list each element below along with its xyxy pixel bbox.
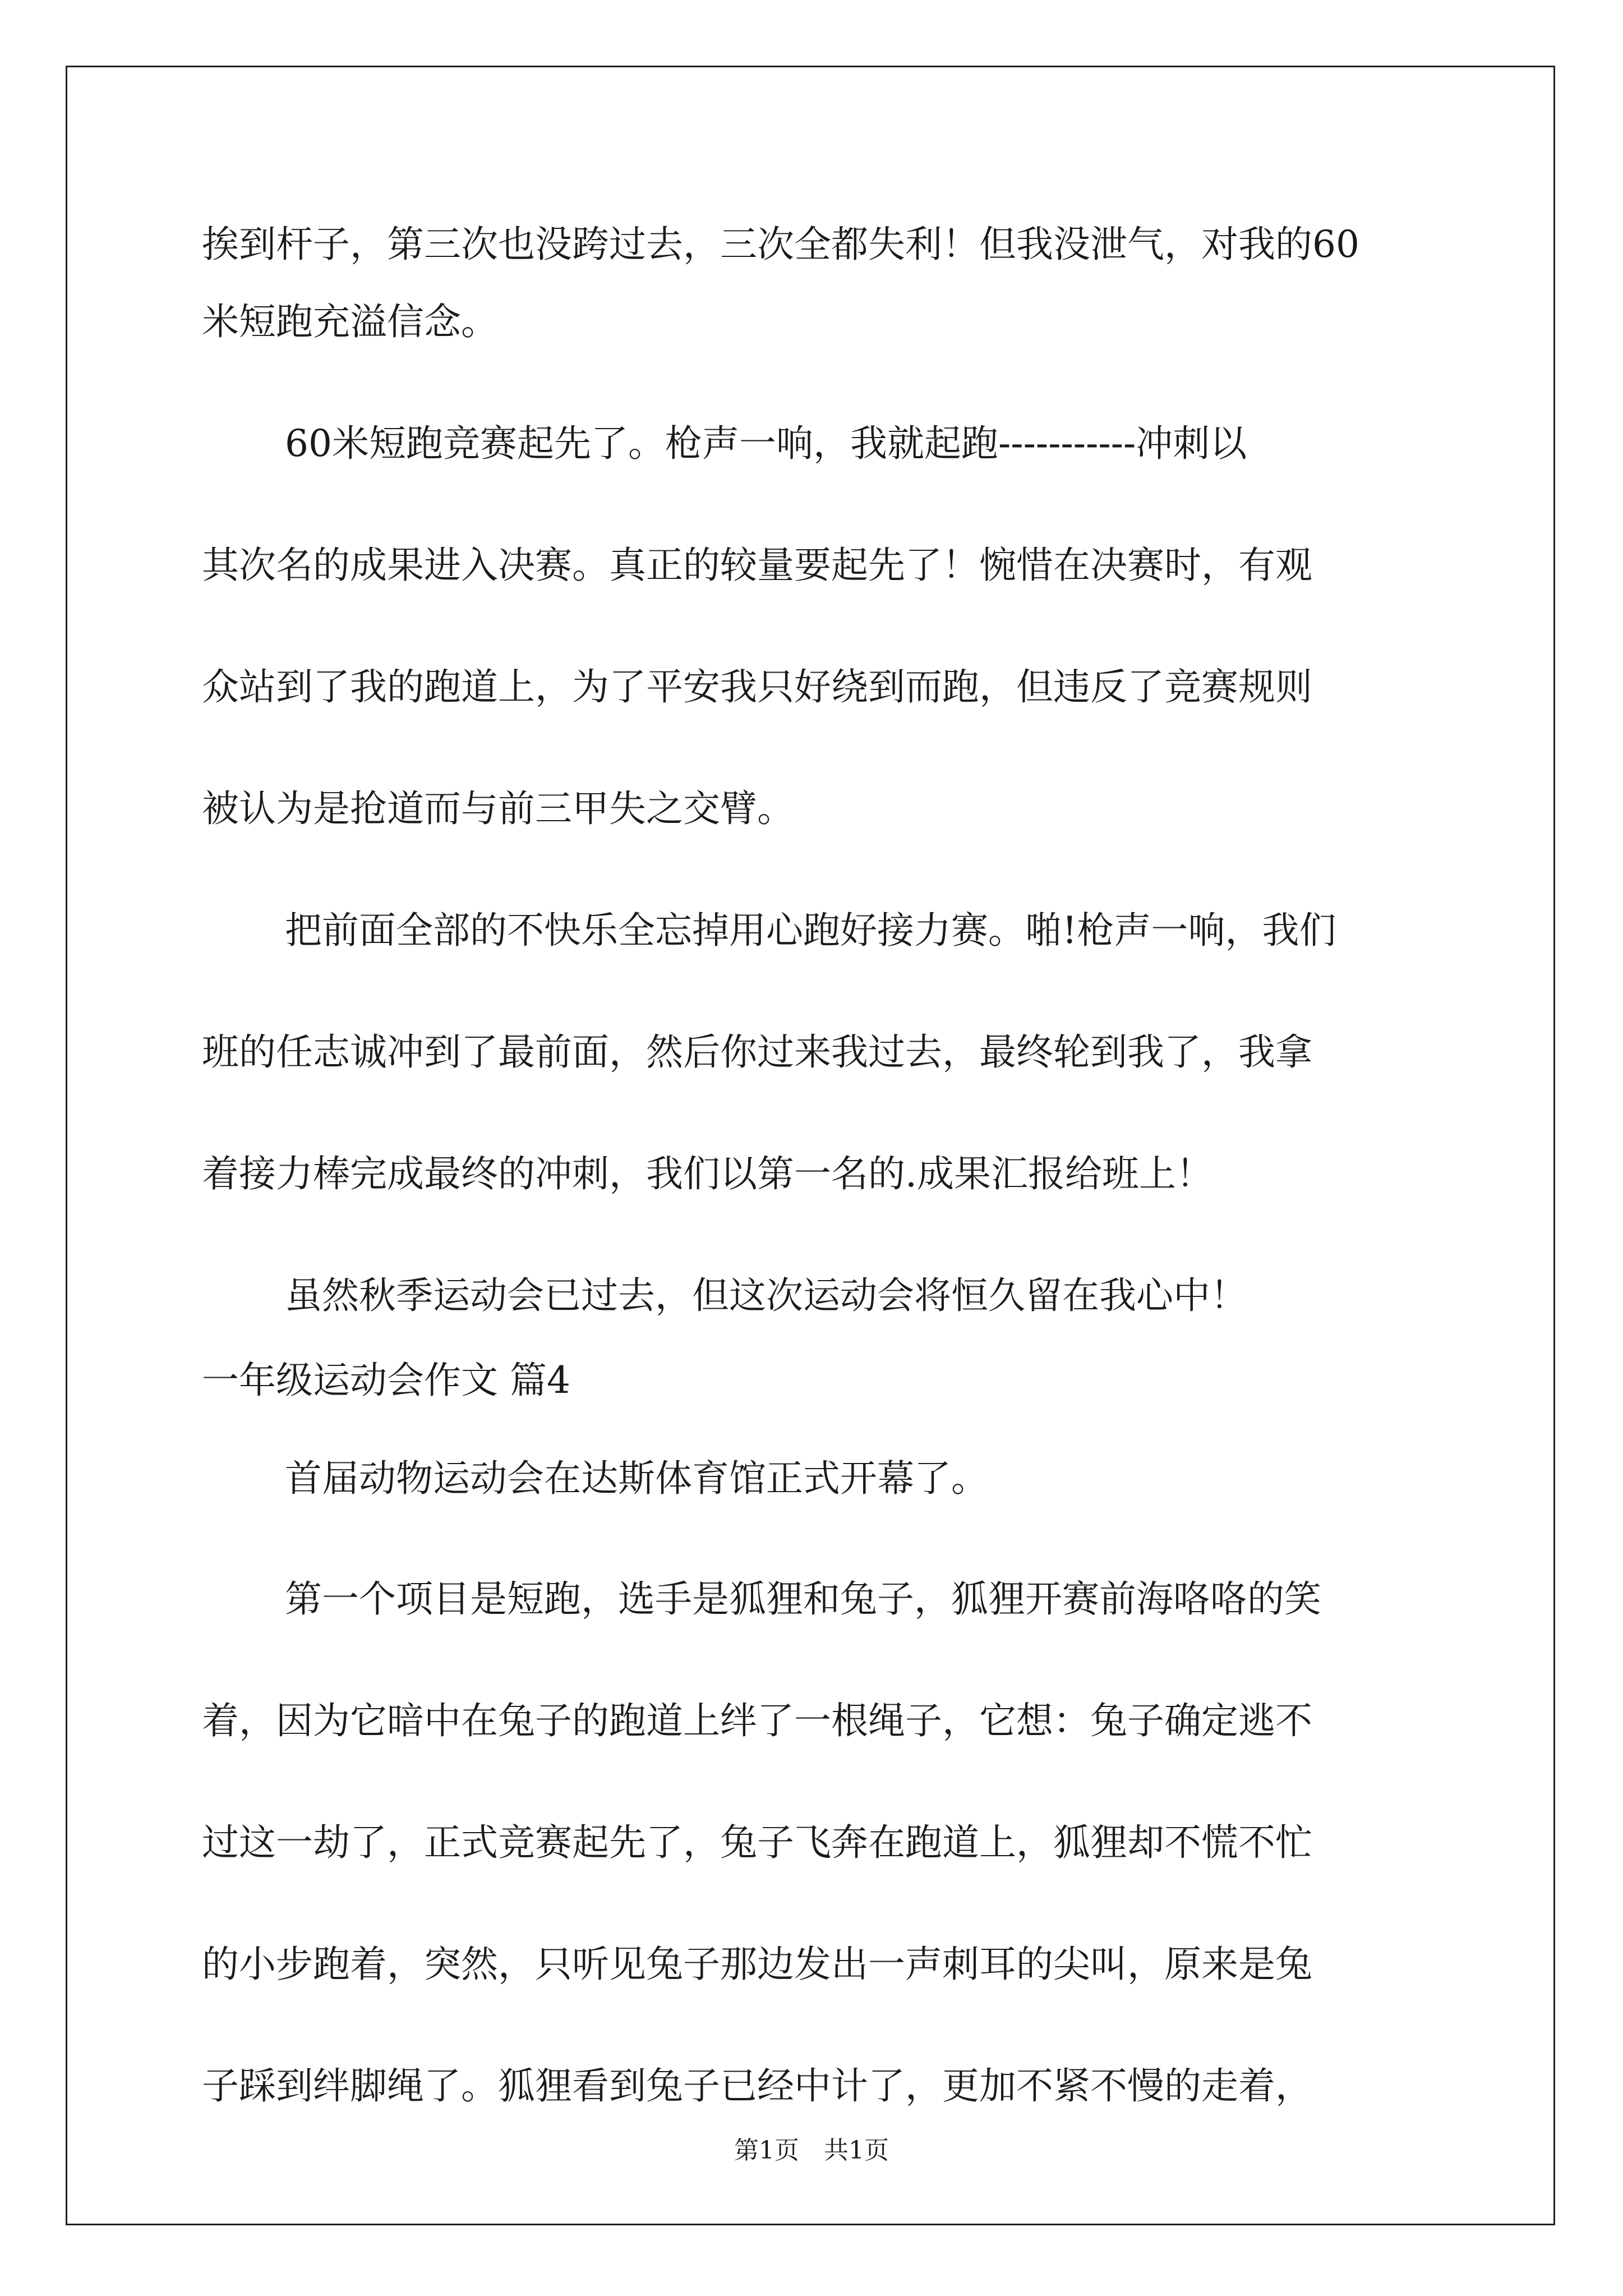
paragraph-line: 60米短跑竞赛起先了。枪声一响，我就起跑-----------冲刺以 (285, 422, 1247, 465)
paragraph-line: 米短跑充溢信念。 (202, 300, 498, 343)
paragraph-line: 的小步跑着，突然，只听见兔子那边发出一声刺耳的尖叫，原来是兔 (202, 1943, 1312, 1986)
paragraph-line: 班的任志诚冲到了最前面，然后你过来我过去，最终轮到我了，我拿 (202, 1030, 1312, 1074)
paragraph-line: 着接力棒完成最终的冲刺，我们以第一名的.成果汇报给班上！ (202, 1152, 1213, 1195)
paragraph-line: 第一个项目是短跑，选手是狐狸和兔子，狐狸开赛前海咯咯的笑 (285, 1577, 1321, 1621)
page-number-footer: 第1页 共1页 (734, 2136, 889, 2165)
paragraph-line: 其次名的成果进入决赛。真正的较量要起先了！惋惜在决赛时，有观 (202, 544, 1312, 587)
paragraph-line: 挨到杆子，第三次也没跨过去，三次全都失利！但我没泄气，对我的60 (202, 223, 1359, 266)
paragraph-line: 首届动物运动会在达斯体育馆正式开幕了。 (285, 1457, 988, 1500)
paragraph-line: 被认为是抢道而与前三甲失之交臂。 (202, 787, 794, 830)
paragraph-line: 把前面全部的不快乐全忘掉用心跑好接力赛。啪!枪声一响，我们 (285, 909, 1336, 952)
paragraph-line: 子踩到绊脚绳了。狐狸看到兔子已经中计了，更加不紧不慢的走着， (202, 2064, 1312, 2108)
paragraph-line: 虽然秋季运动会已过去，但这次运动会将恒久留在我心中！ (285, 1274, 1247, 1317)
paragraph-line: 着，因为它暗中在兔子的跑道上绊了一根绳子，它想：兔子确定逃不 (202, 1699, 1312, 1742)
page-border (66, 66, 1555, 2225)
paragraph-line: 过这一劫了，正式竞赛起先了，兔子飞奔在跑道上，狐狸却不慌不忙 (202, 1821, 1312, 1864)
section-heading: 一年级运动会作文 篇4 (202, 1359, 570, 1402)
paragraph-line: 众站到了我的跑道上，为了平安我只好绕到而跑，但违反了竞赛规则 (202, 665, 1312, 708)
